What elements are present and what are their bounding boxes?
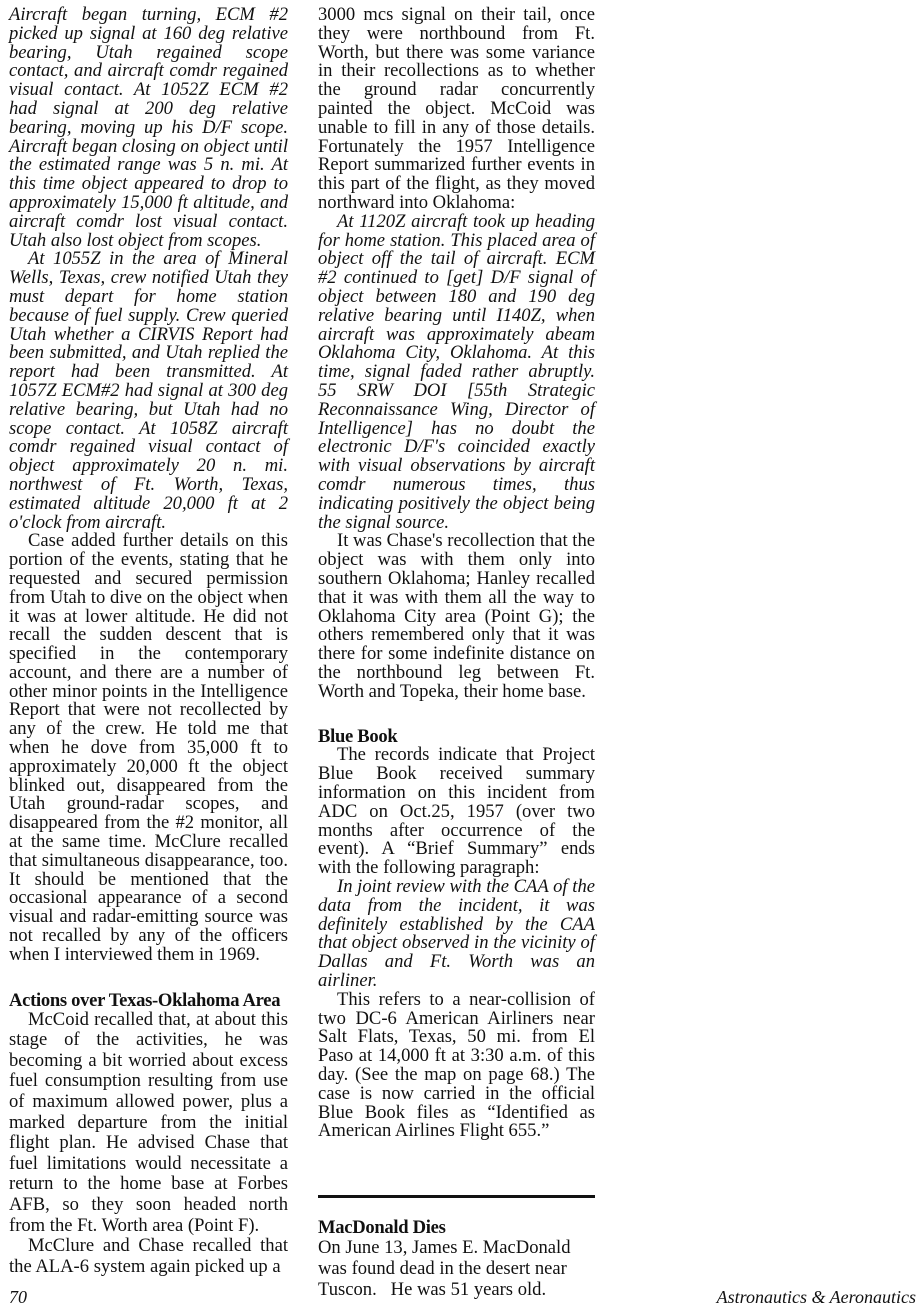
right-column	[318, 6, 595, 1300]
obituary-line: On June 13, James E. MacDonald	[318, 1237, 571, 1259]
obituary-box	[318, 1218, 595, 1300]
section-heading-blue-book: Blue Book	[318, 726, 398, 748]
blue-book-summary-quote: In joint review with the CAA of the data from the incident, it was definitely established by the CAA that object observed in the vicinity of Dallas and Ft. Worth was an airliner.	[318, 876, 595, 992]
intelligence-report-quote-1: Aircraft began turning, ECM #2 picked up signal at 160 deg relative bearing, Utah regained scope contact, and aircraft comdr regained visual contact. At 1052Z ECM #2 had signal at 200 deg relative bearing, moving up his D/F scope. Aircraft began closing on object until the estimated range was 5 n. mi. At this time object appeared to drop to approximately 15,000 ft altitude, and aircraft comdr lost visual contact. Utah also lost object from scopes.	[9, 4, 288, 251]
body-paragraph: McCoid recalled that, at about this stage of the activities, he was becoming a bit worried about excess fuel consumption resulting from use of maximum allowed power, plus a marked departure from the initial flight plan. He advised Chase that fuel limitations would necessitate a return to the home base at Forbes AFB, so they soon headed north from the Ft. Worth area (Point F).	[9, 1008, 288, 1236]
obituary-line: Tuscon. He was 51 years old.	[318, 1279, 547, 1301]
obituary-line: was found dead in the desert near	[318, 1258, 567, 1280]
body-paragraph: 3000 mcs signal on their tail, once they were northbound from Ft. Worth, but there was some variance in their recollections as to whether the ground radar concurrently painted the object. McCoid was unable to fill in any of those details. Fortunately the 1957 Intelligence Report summarized further events in this part of the flight, as they moved northward into Oklahoma:	[318, 4, 595, 213]
section-heading-texas-oklahoma: Actions over Texas-Oklahoma Area	[9, 989, 281, 1011]
body-paragraph: Case added further details on this portion of the events, stating that he requested and secured permission from Utah to dive on the object when it was at lower altitude. He did not recall the sudden descent that is specified in the contemporary account, and there are a number of other minor points in the Intelligence Report that were not recollected by any of the crew. He told me that when he dove from 35,000 ft to approximately 20,000 ft the object blinked out, disappeared from the Utah ground-radar scopes, and disappeared from the #2 monitor, all at the same time. McClure recalled that simultaneous disappearance, too. It should be mentioned that the occasional appearance of a second visual and radar-emitting source was not recalled by any of the officers when I interviewed them in 1969.	[9, 530, 288, 965]
obituary-heading: MacDonald Dies	[318, 1217, 446, 1239]
intelligence-report-quote-2: At 1055Z in the area of Mineral Wells, Texas, crew notified Utah they must depart for home station because of fuel supply. Crew queried Utah whether a CIRVIS Report had been submitted, and Utah replied the report had been transmitted. At 1057Z ECM#2 had signal at 300 deg relative bearing, but Utah had no scope contact. At 1058Z aircraft comdr regained visual contact of object approximately 20 n. mi. northwest of Ft. Worth, Texas, estimated altitude 20,000 ft at 2 o'clock from aircraft.	[9, 248, 288, 533]
body-paragraph: The records indicate that Project Blue Book received summary information on this incident from ADC on Oct.25, 1957 (over two months after occurrence of the event). A “Brief Summary” ends with the following paragraph:	[318, 744, 595, 879]
body-paragraph: McClure and Chase recalled that the ALA-6 system again picked up a	[9, 1235, 288, 1277]
page-number: 70	[9, 1287, 27, 1307]
left-column	[9, 6, 288, 1277]
body-paragraph: This refers to a near-collision of two DC-6 American Airliners near Salt Flats, Texas, 50 mi. from El Paso at 14,000 ft at 3:30 a.m. of this day. (See the map on page 68.) The case is now carried in the official Blue Book files as “Identified as American Airlines Flight 655.”	[318, 988, 595, 1142]
publication-name: Astronautics & Aeronautics	[716, 1287, 916, 1307]
body-paragraph: It was Chase's recollection that the object was with them only into southern Oklahoma; Hanley recalled that it was with them all the way to Oklahoma City area (Point G); the others remembered only that it was there for some indefinite distance on the northbound leg between Ft. Worth and Topeka, their home base.	[318, 530, 595, 702]
intelligence-report-quote-3: At 1120Z aircraft took up heading for home station. This placed area of object off the tail of aircraft. ECM #2 continued to [get] D/F signal of object between 180 and 190 deg relative bearing until I140Z, when aircraft was approximately abeam Oklahoma City, Oklahoma. At this time, signal faded rather abruptly. 55 SRW DOI [55th Strategic Reconnaissance Wing, Director of Intelligence] has no doubt the electronic D/F's coincided exactly with visual observations by aircraft comdr numerous times, thus indicating positively the object being the signal source.	[318, 210, 595, 533]
